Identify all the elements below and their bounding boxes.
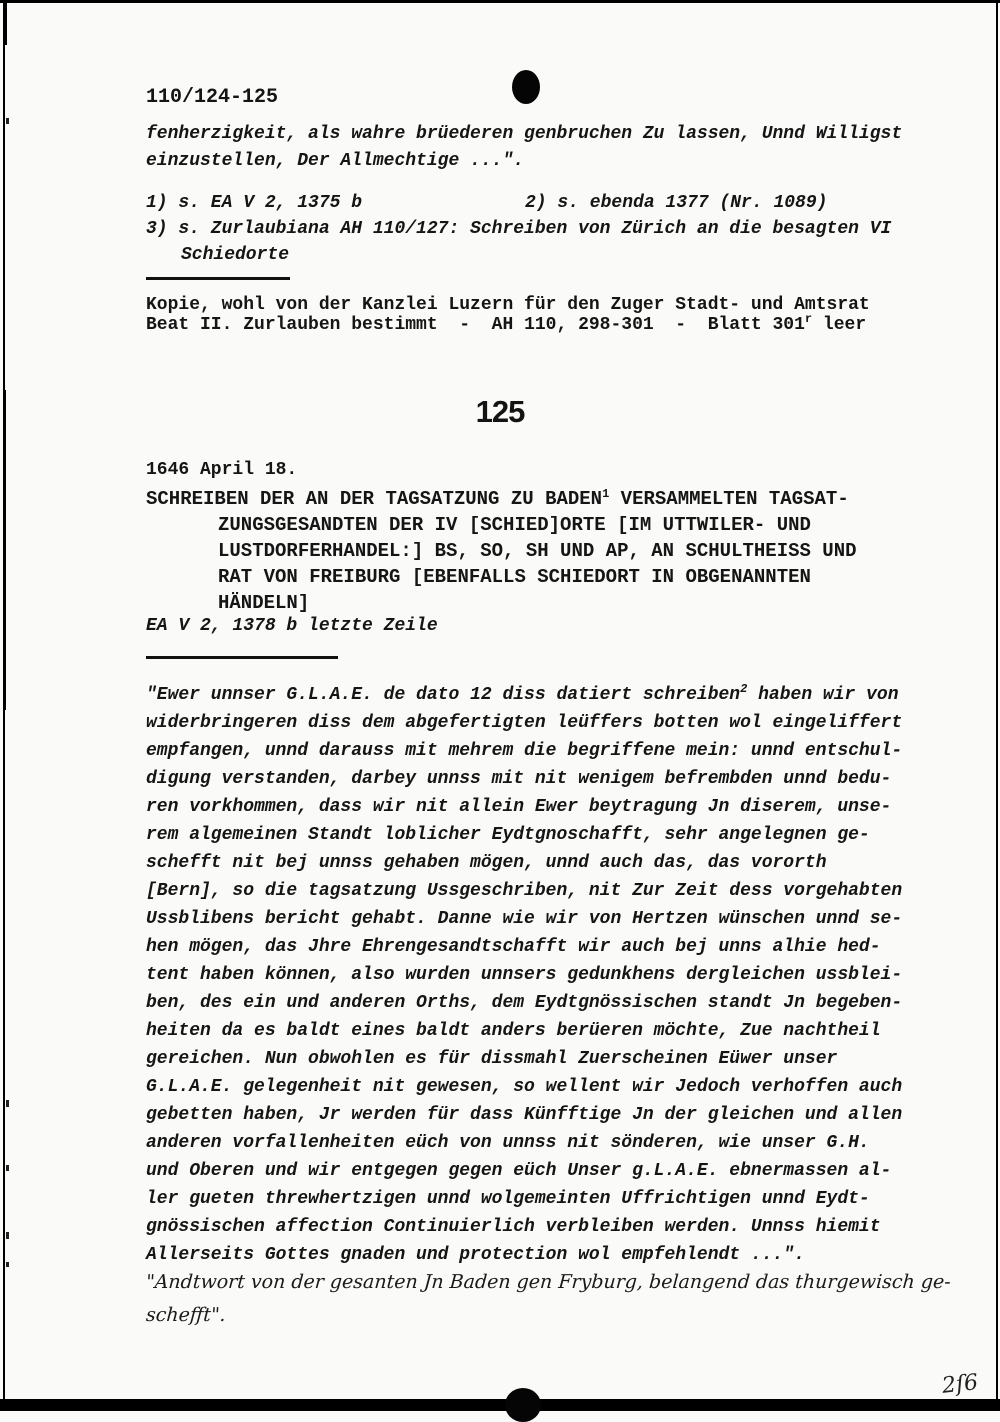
quote-line-21: Allerseits Gottes gnaden und protection wol empfehlendt ...". xyxy=(146,1245,805,1265)
source-reference: EA V 2, 1378 b letzte Zeile xyxy=(146,616,438,636)
carryover-line-1: fenherzigkeit, als wahre brüederen genbruchen Zu lassen, Unnd Willigst xyxy=(146,124,903,144)
provenance-person-bold: Beat II. xyxy=(146,315,233,335)
entry-heading-line-5: HÄNDELN] xyxy=(218,592,310,614)
separator-rule-footnotes xyxy=(146,277,290,280)
quote-line-16: gebetten haben, Jr werden für dass Künfftige Jn der gleichen und allen xyxy=(146,1105,903,1125)
quote-line-1-pre: "Ewer unnser G.L.A.E. de dato 12 diss datiert schreiben xyxy=(146,685,741,705)
quote-line-2: widerbringeren diss dem abgefertigten leüffers botten wol eingeliffert xyxy=(146,713,903,733)
footnote-1: 1) s. EA V 2, 1375 b xyxy=(146,193,363,213)
provenance-line-2-end: leer xyxy=(812,315,867,335)
quote-line-3: empfangen, unnd darauss mit mehrem die begriffene mein: unnd entschul- xyxy=(146,741,903,761)
scan-speck-5 xyxy=(6,1262,9,1267)
quote-line-9: Ussblibens bericht gehabt. Danne wie wir von Hertzen wünschen unnd se- xyxy=(146,909,903,929)
footnote-3-line-2: Schiedorte xyxy=(181,245,290,265)
quote-line-15: G.L.A.E. gelegenheit nit gewesen, so wellent wir Jedoch verhoffen auch xyxy=(146,1077,903,1097)
quote-line-4: digung verstanden, darbey unnss mit nit wenigem befrembden unnd bedu- xyxy=(146,769,892,789)
scan-speck-3 xyxy=(6,1165,9,1171)
entry-number: 125 xyxy=(475,394,525,429)
scan-left-border-lower-segment xyxy=(3,390,6,710)
footnote-2: 2) s. ebenda 1377 (Nr. 1089) xyxy=(525,193,828,213)
scan-top-border xyxy=(0,0,1000,3)
provenance-line-2 xyxy=(146,312,867,336)
quote-line-12: ben, des ein und anderen Orths, dem Eydtgnössischen standt Jn begeben- xyxy=(146,993,903,1013)
quote-line-18: und Oberen und wir entgegen gegen eüch Unser g.L.A.E. ebnermassen al- xyxy=(146,1161,892,1181)
scan-speck-2 xyxy=(6,1100,9,1107)
endorsement-line-2: schefft". xyxy=(145,1304,227,1326)
quote-line-20: gnössischen affection Continuierlich verbleiben werden. Unnss hiemit xyxy=(146,1217,881,1237)
entry-heading-line-1 xyxy=(146,489,849,511)
scan-bottom-bar xyxy=(0,1399,1000,1411)
scan-speck-4 xyxy=(6,1232,9,1239)
carryover-line-2: einzustellen, Der Allmechtige ...". xyxy=(146,151,525,171)
scan-speck-1 xyxy=(6,118,9,124)
quote-line-7: schefft nit bej unnss gehaben mögen, unnd auch das, das vororth xyxy=(146,853,827,873)
quote-line-10: hen mögen, das Jhre Ehrengesandtschafft wir auch bej unns alhie hed- xyxy=(146,937,881,957)
scan-left-border-thick-segment xyxy=(3,0,7,45)
footnote-marker-1: 1 xyxy=(602,487,610,501)
entry-heading-line-3: LUSTDORFERHANDEL:] BS, SO, SH UND AP, AN SCHULTHEISS UND xyxy=(218,540,857,562)
provenance-line-2-mid: Zurlauben bestimmt - AH 110, 298-301 - Blatt 301 xyxy=(232,315,805,335)
quote-line-17: anderen vorfallenheiten eüch von unnss nit sönderen, wie unser G.H. xyxy=(146,1133,870,1153)
endorsement-line-1: "Andtwort von der gesanten Jn Baden gen Fryburg, belangend das thurgewisch ge- xyxy=(145,1271,952,1293)
quote-line-19: ler gueten threwhertzigen unnd wolgemeinten Uffrichtigen unnd Eydt- xyxy=(146,1189,870,1209)
entry-heading-line-2: ZUNGSGESANDTEN DER IV [SCHIED]ORTE [IM UTTWILER- UND xyxy=(218,514,811,536)
separator-rule-source xyxy=(146,656,338,659)
punch-hole-dot-top xyxy=(512,70,540,104)
heading-line-1-pre: SCHREIBEN DER AN DER TAGSATZUNG ZU BADEN xyxy=(146,488,603,510)
page-header-number: 110/124-125 xyxy=(146,86,279,109)
entry-date: 1646 April 18. xyxy=(146,460,298,480)
punch-hole-dot-bottom xyxy=(505,1388,541,1422)
heading-line-1-post: VERSAMMELTEN TAGSAT- xyxy=(609,488,849,510)
footnote-3-line-1: 3) s. Zurlaubiana AH 110/127: Schreiben von Zürich an die besagten VI xyxy=(146,219,892,239)
footnote-marker-2: 2 xyxy=(740,682,748,696)
folio-recto-superscript: r xyxy=(804,312,813,326)
quote-line-11: tent haben können, also wurden unnsers gedunkhens dergleichen ussblei- xyxy=(146,965,903,985)
entry-heading-line-4: RAT VON FREIBURG [EBENFALLS SCHIEDORT IN OBGENANNTEN xyxy=(218,566,811,588)
quote-line-6: rem algemeinen Standt loblicher Eydtgnoschafft, sehr angelegnen ge- xyxy=(146,825,870,845)
quote-line-13: heiten da es baldt eines baldt anders berüeren möchte, Zue nachtheil xyxy=(146,1021,881,1041)
quote-line-5: ren vorkhommen, dass wir nit allein Ewer beytragung Jn diserem, unse- xyxy=(146,797,892,817)
handwritten-folio-number: 2ſ6 xyxy=(940,1370,980,1399)
quote-line-1 xyxy=(146,682,899,706)
scan-right-border xyxy=(996,0,998,1411)
provenance-line-1: Kopie, wohl von der Kanzlei Luzern für den Zuger Stadt- und Amtsrat xyxy=(146,295,870,315)
quote-line-1-post: haben wir von xyxy=(747,685,899,705)
quote-line-14: gereichen. Nun obwohlen es für dissmahl Zuerscheinen Eüwer unser xyxy=(146,1049,838,1069)
quote-line-8: [Bern], so die tagsatzung Ussgeschriben, nit Zur Zeit dess vorgehabten xyxy=(146,881,903,901)
